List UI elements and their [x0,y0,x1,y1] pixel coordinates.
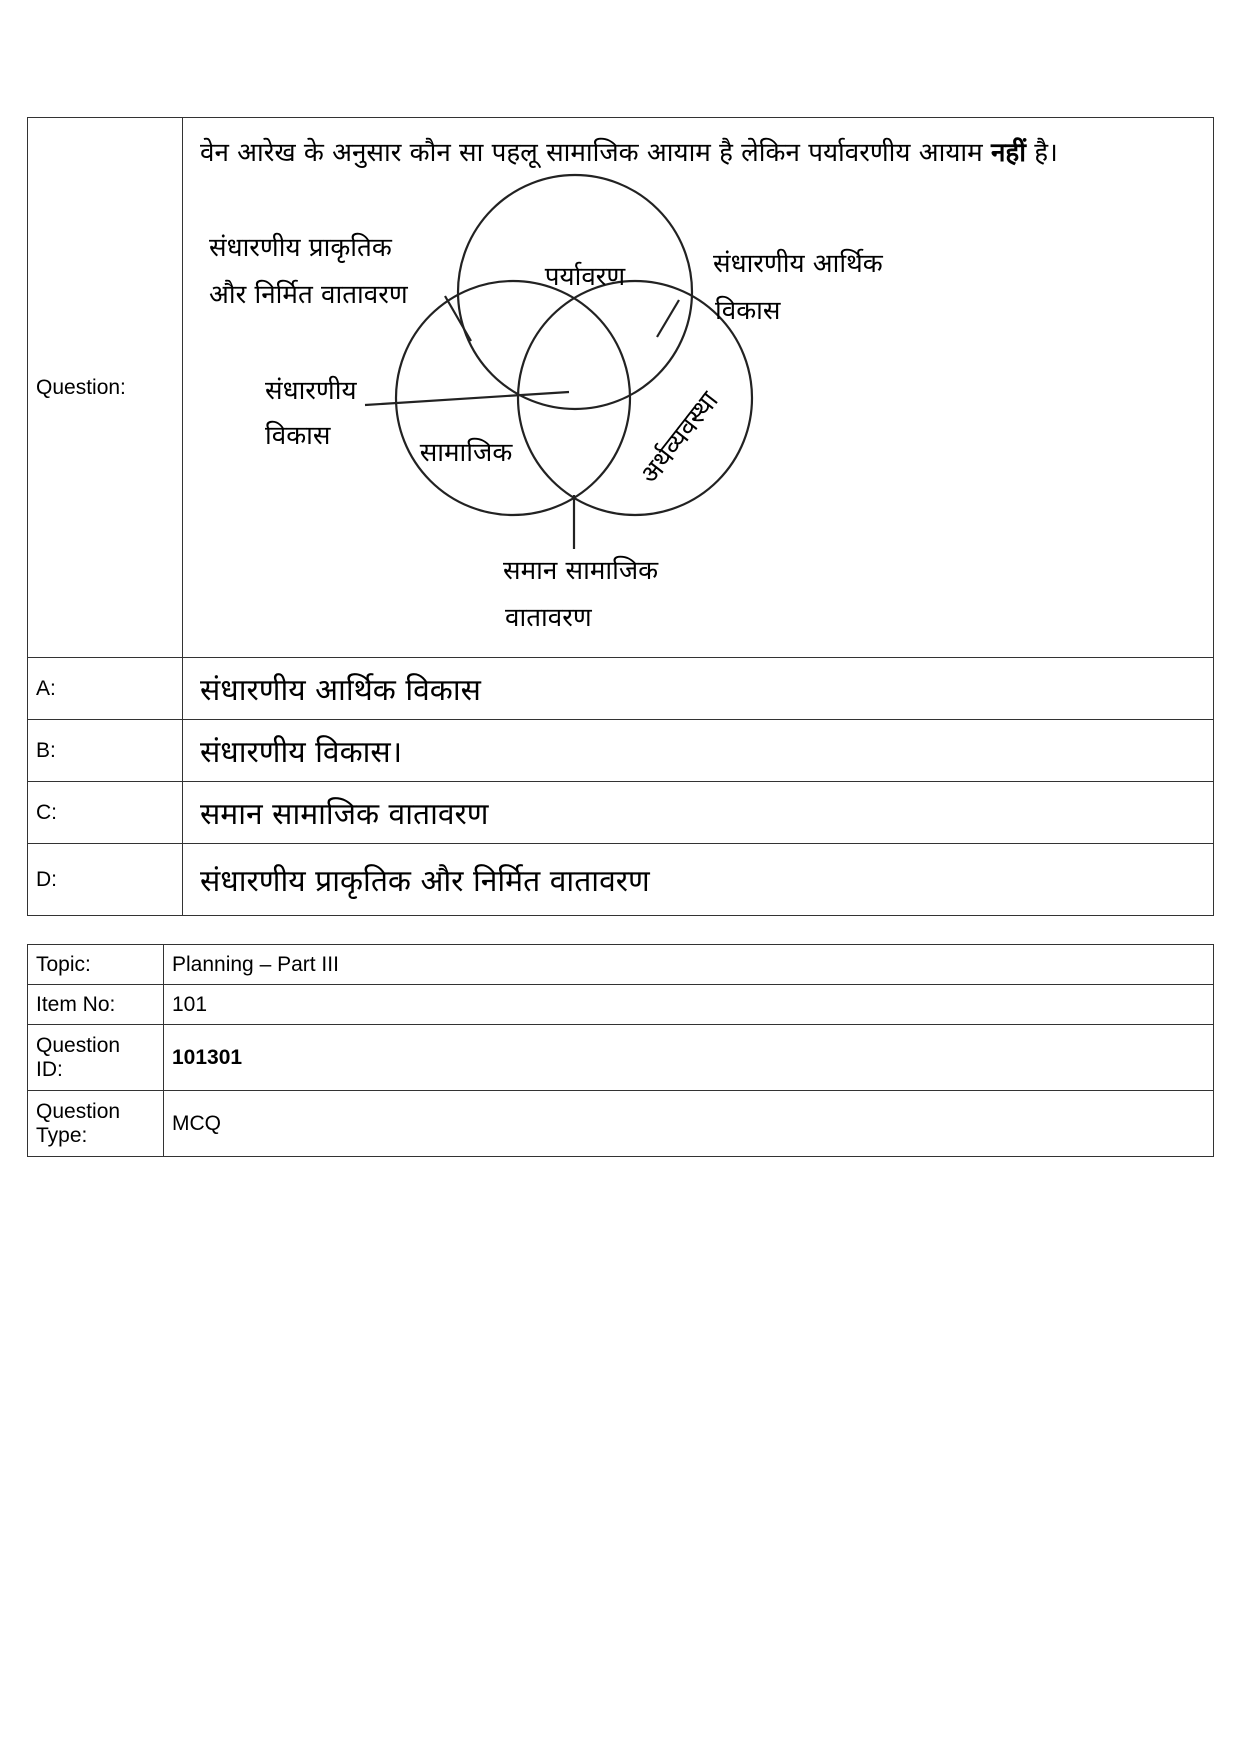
callout-line-top-right [657,300,679,337]
question-type-value: MCQ [164,1091,1214,1157]
callout-top-left-line2: और निर्मित वातावरण [209,280,408,311]
question-type-label: Question Type: [28,1091,164,1157]
meta-row-topic [28,945,1214,985]
venn-diagram [183,169,1213,629]
callout-bottom-line2: वातावरण [505,603,592,630]
option-d-text: संधारणीय प्राकृतिक और निर्मित वातावरण [183,844,1214,916]
question-emphasis: नहीं [990,138,1026,168]
topic-value: Planning – Part III [164,945,1214,985]
meta-row-item [28,985,1214,1025]
callout-top-left-line1: संधारणीय प्राकृतिक [209,233,392,264]
question-cell [183,118,1214,658]
question-id-label: Question ID: [28,1025,164,1091]
question-row [28,118,1214,658]
callout-top-right-line1: संधारणीय आर्थिक [713,249,883,280]
callout-bottom-line1: समान सामाजिक [503,556,659,587]
item-no-label: Item No: [28,985,164,1025]
option-c-text: समान सामाजिक वातावरण [183,782,1214,844]
option-a-label: A: [28,658,183,720]
label-social: सामाजिक [419,438,513,469]
label-environment: पर्यावरण [544,262,626,293]
question-label: Question: [28,118,183,658]
option-b-text: संधारणीय विकास। [183,720,1214,782]
option-row-a [28,658,1214,720]
question-text: वेन आरेख के अनुसार कौन सा पहलू सामाजिक आयाम है लेकिन पर्यावरणीय आयाम नहीं है। [200,138,1058,168]
meta-row-qid [28,1025,1214,1091]
option-row-d [28,844,1214,916]
option-d-label: D: [28,844,183,916]
option-row-b [28,720,1214,782]
metadata-table [27,944,1214,1157]
callout-center-line2: विकास [265,421,331,452]
topic-label: Topic: [28,945,164,985]
question-table [27,117,1214,916]
callout-center-line1: संधारणीय [265,376,357,407]
label-economy: अर्थव्यवस्था [634,386,725,490]
venn-circle-environment [458,175,692,409]
option-b-label: B: [28,720,183,782]
option-c-label: C: [28,782,183,844]
option-a-text: संधारणीय आर्थिक विकास [183,658,1214,720]
venn-circle-social [396,281,630,515]
callout-top-right-line2: विकास [715,296,781,327]
question-id-value: 101301 [164,1025,1214,1091]
option-row-c [28,782,1214,844]
item-no-value: 101 [164,985,1214,1025]
meta-row-qtype [28,1091,1214,1157]
